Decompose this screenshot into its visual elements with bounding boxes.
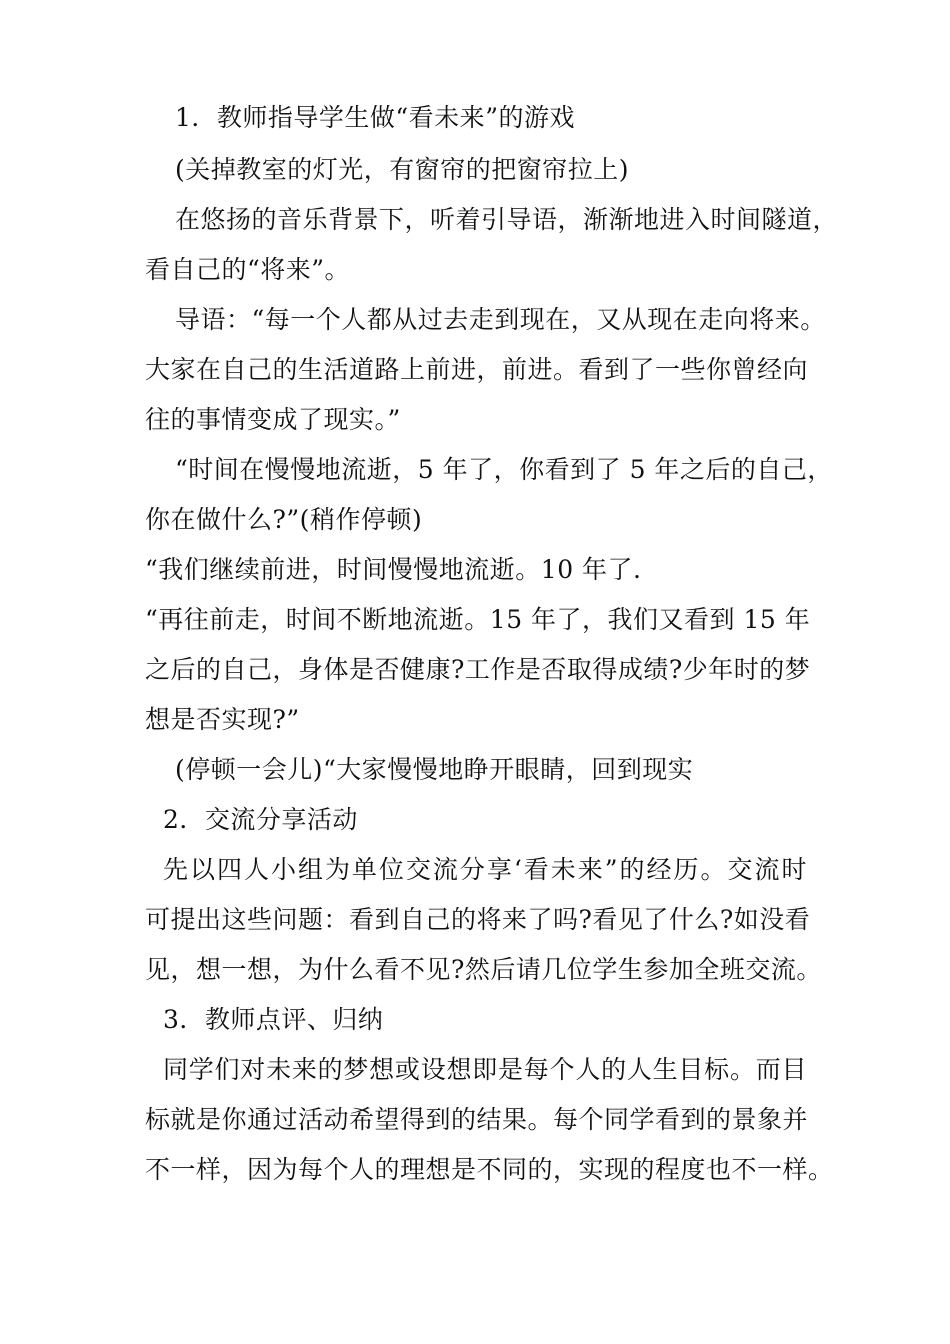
paragraph-line: 同学们对未来的梦想或设想即是每个人的人生目标。而目 xyxy=(163,1055,807,1084)
heading-2: 2．交流分享活动 xyxy=(163,805,358,834)
paragraph-line: 可提出这些问题：看到自己的将来了吗?看见了什么?如没看 xyxy=(145,905,811,934)
paragraph-line: “我们继续前进，时间慢慢地流逝。10 年了. xyxy=(145,555,642,584)
paragraph-line: “再往前走，时间不断地流逝。15 年了，我们又看到 15 年 xyxy=(145,605,811,634)
paragraph-line: (关掉教室的灯光，有窗帘的把窗帘拉上) xyxy=(175,155,630,184)
paragraph-line: 不一样，因为每个人的理想是不同的，实现的程度也不一样。 xyxy=(145,1155,834,1184)
paragraph-line: 大家在自己的生活道路上前进，前进。看到了一些你曾经向 xyxy=(145,355,809,384)
paragraph-line: 标就是你通过活动希望得到的结果。每个同学看到的景象并 xyxy=(145,1105,809,1134)
paragraph-line: 见，想一想，为什么看不见?然后请几位学生参加全班交流。 xyxy=(145,955,822,984)
heading-1: 1．教师指导学生做“看未来”的游戏 xyxy=(175,103,575,132)
paragraph-line: 往的事情变成了现实。” xyxy=(145,405,401,434)
heading-3: 3．教师点评、归纳 xyxy=(163,1005,384,1034)
paragraph-line: 看自己的“将来”。 xyxy=(145,255,351,284)
paragraph-line: 想是否实现?” xyxy=(145,705,300,734)
paragraph-line: 先以四人小组为单位交流分享‘看未来”的经历。交流时 xyxy=(163,855,807,884)
paragraph-line: (停顿一会儿)“大家慢慢地睁开眼睛，回到现实 xyxy=(175,755,694,784)
paragraph-line: “时间在慢慢地流逝，5 年了，你看到了 5 年之后的自己， xyxy=(175,455,833,484)
paragraph-line: 在悠扬的音乐背景下，听着引导语，渐渐地进入时间隧道， xyxy=(175,205,839,234)
paragraph-line: 之后的自己，身体是否健康?工作是否取得成绩?少年时的梦 xyxy=(145,655,811,684)
paragraph-line: 你在做什么?”(稍作停顿) xyxy=(145,505,423,534)
paragraph-line: 导语：“每一个人都从过去走到现在，又从现在走向将来。 xyxy=(175,305,826,334)
